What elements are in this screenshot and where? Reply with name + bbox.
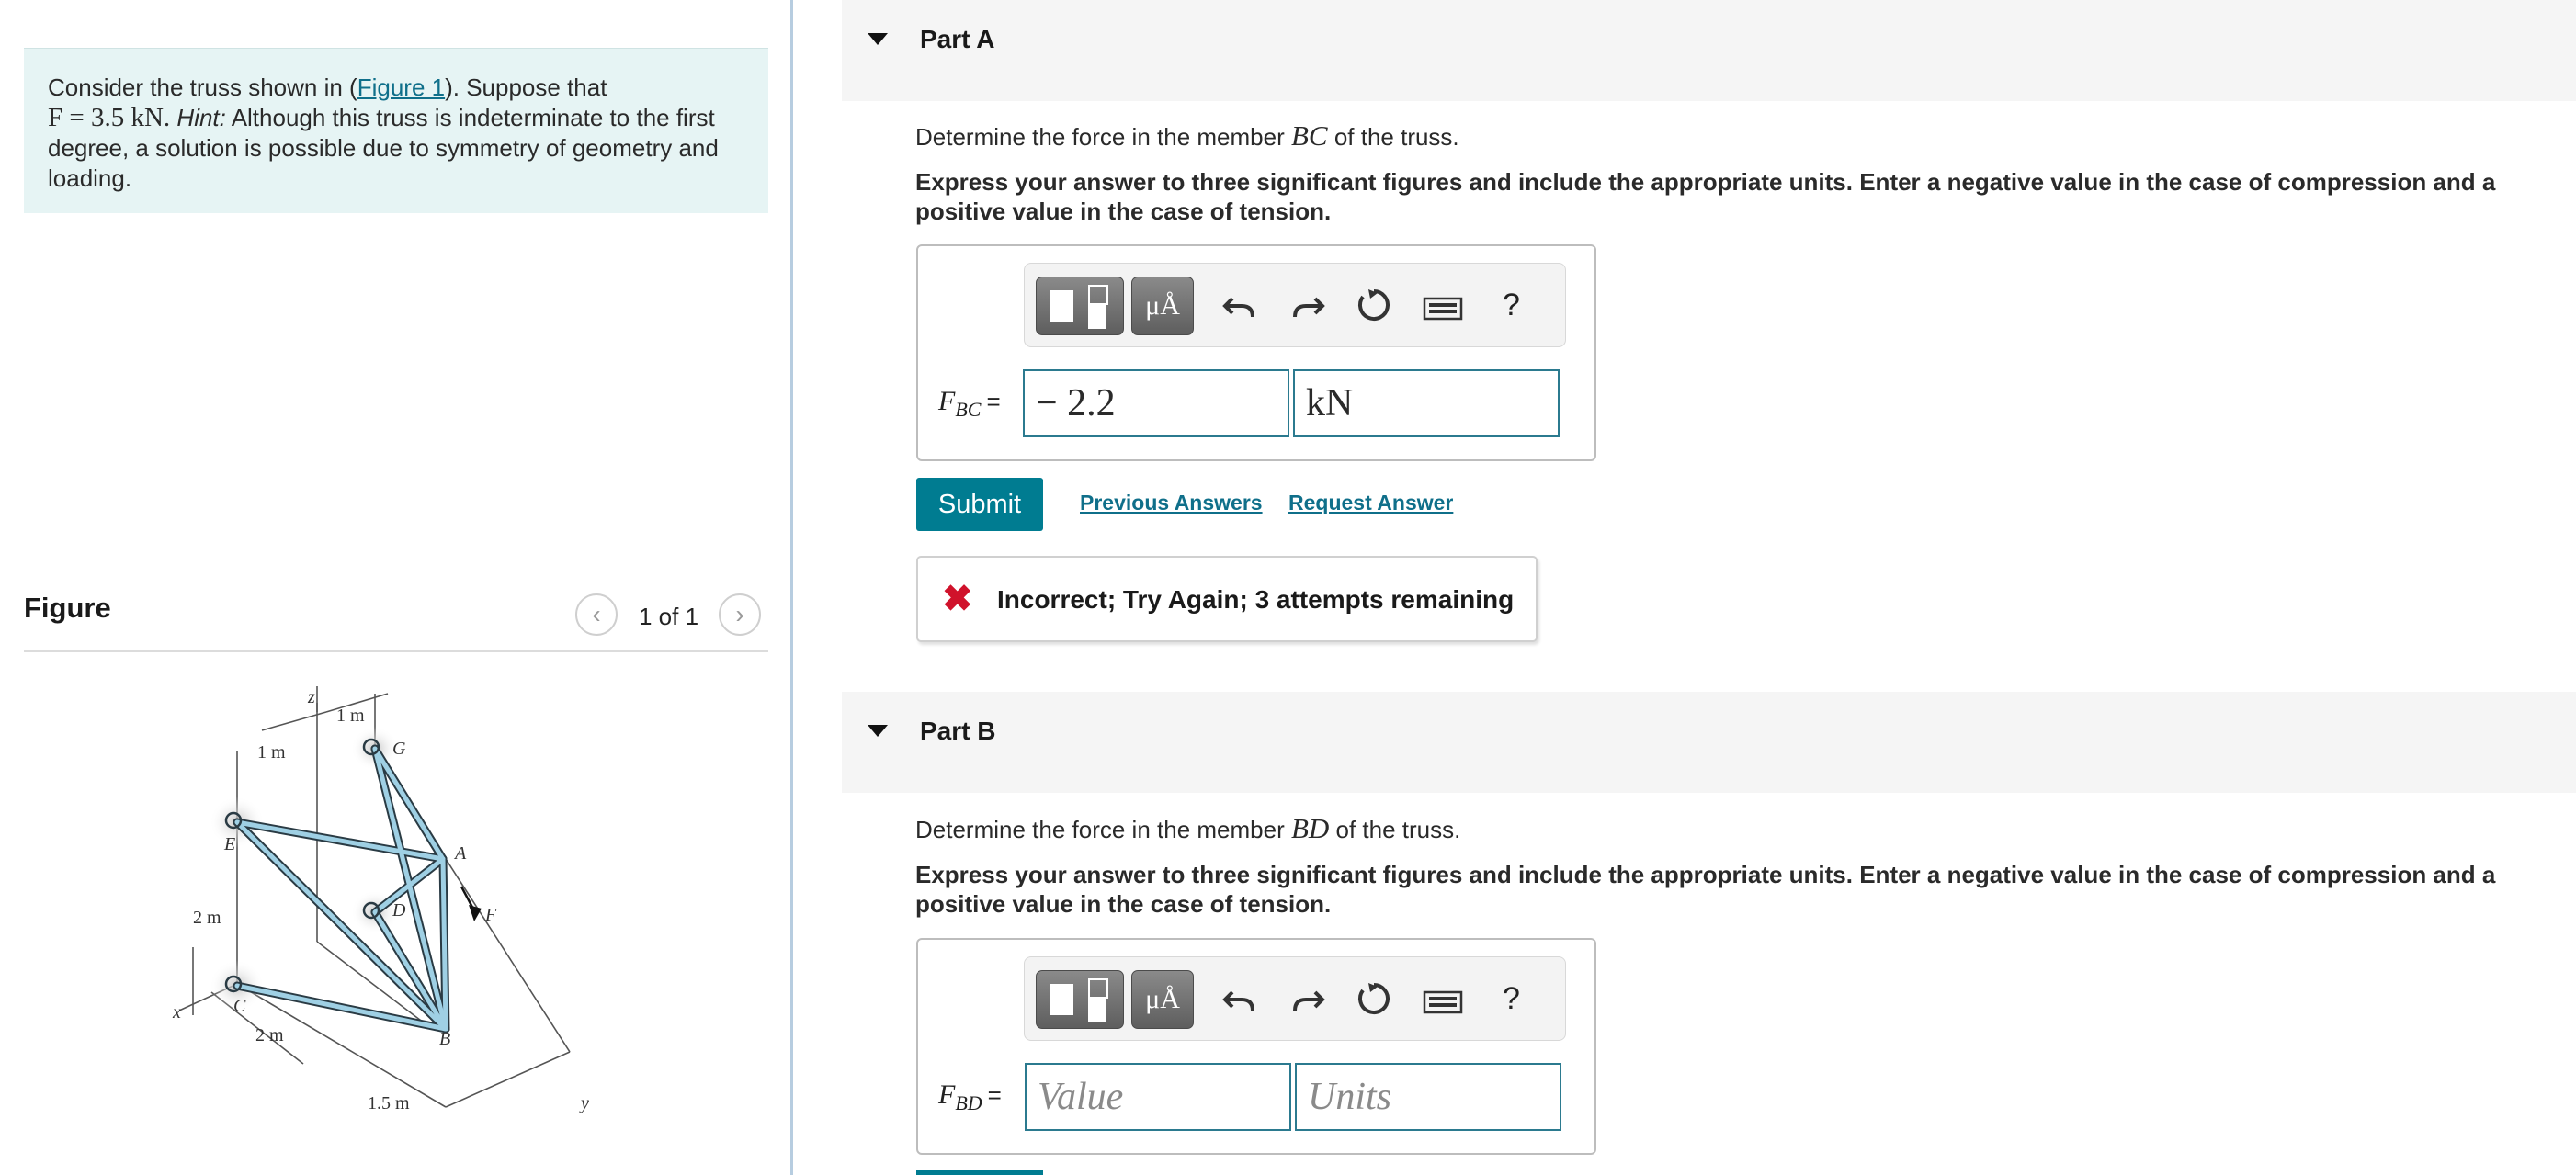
problem-pane bbox=[0, 0, 790, 1175]
value-input[interactable]: − 2.2 bbox=[1023, 369, 1289, 437]
feedback-box bbox=[916, 556, 1538, 642]
part-a-title: Part A bbox=[920, 25, 995, 53]
truss-members bbox=[237, 749, 446, 1029]
part-a-instructions: Express your answer to three significant figures and include the appropriate units. Enter a negative value in the case of compression and a positive value in the case of tension. bbox=[915, 168, 2496, 225]
label-C: C bbox=[233, 996, 246, 1016]
answer-variable bbox=[938, 1079, 1002, 1115]
label-G: G bbox=[392, 739, 406, 759]
var-subscript: BD bbox=[955, 1091, 982, 1114]
dim-1m-left: 1 m bbox=[257, 742, 286, 763]
templates-button[interactable] bbox=[1036, 970, 1124, 1029]
hint-label: Hint: bbox=[176, 104, 226, 131]
chevron-left-icon: ‹ bbox=[592, 600, 601, 628]
dim-2m-bottom: 2 m bbox=[255, 1025, 284, 1045]
question-text: Determine the force in the member bbox=[915, 123, 1291, 151]
redo-icon[interactable] bbox=[1288, 979, 1328, 1020]
problem-statement bbox=[24, 48, 768, 213]
part-b-question bbox=[915, 812, 1460, 845]
units-input[interactable]: kN bbox=[1293, 369, 1560, 437]
label-y: y bbox=[581, 1093, 589, 1113]
redo-icon[interactable] bbox=[1288, 286, 1328, 326]
help-button[interactable]: ? bbox=[1503, 288, 1520, 322]
label-F: F bbox=[485, 905, 497, 925]
label-z: z bbox=[308, 687, 315, 707]
figure-title: Figure bbox=[24, 592, 111, 624]
var-symbol: F bbox=[938, 1079, 956, 1110]
keyboard-icon[interactable] bbox=[1422, 979, 1464, 1020]
math-toolbar bbox=[1024, 263, 1566, 347]
reset-icon[interactable] bbox=[1354, 286, 1394, 326]
label-B: B bbox=[439, 1029, 451, 1049]
figure-link[interactable]: Figure 1 bbox=[357, 73, 446, 101]
label-D: D bbox=[392, 900, 406, 921]
support-pins bbox=[226, 740, 379, 991]
label-E: E bbox=[224, 834, 236, 854]
member-name: BD bbox=[1290, 812, 1330, 844]
math-toolbar bbox=[1024, 956, 1566, 1041]
feedback-text: Incorrect; Try Again; 3 attempts remaining bbox=[997, 585, 1515, 614]
request-answer-link[interactable]: Request Answer bbox=[1288, 491, 1454, 514]
answer-pane bbox=[842, 0, 2576, 1175]
part-a-header[interactable] bbox=[842, 0, 2576, 101]
submit-button[interactable]: Submit bbox=[916, 478, 1043, 531]
support-shadows bbox=[210, 727, 399, 1011]
label-A: A bbox=[455, 843, 467, 864]
question-text: Determine the force in the member bbox=[915, 816, 1291, 843]
units-input[interactable]: Units bbox=[1295, 1063, 1561, 1131]
undo-icon[interactable] bbox=[1220, 286, 1260, 326]
dim-2m-left: 2 m bbox=[193, 908, 221, 928]
problem-intro: Consider the truss shown in ( bbox=[48, 73, 357, 101]
dim-1m-top: 1 m bbox=[336, 706, 365, 726]
part-b-instructions: Express your answer to three significant figures and include the appropriate units. Enter a negative value in the case of compression and a positive value in the case of tension. bbox=[915, 861, 2496, 918]
help-button[interactable]: ? bbox=[1503, 981, 1520, 1016]
part-b-title: Part B bbox=[920, 717, 996, 745]
keyboard-icon[interactable] bbox=[1422, 286, 1464, 326]
equals-sign: = bbox=[987, 1081, 1002, 1109]
part-a-answer-box bbox=[916, 244, 1596, 461]
part-b-submit-button[interactable] bbox=[916, 1170, 1043, 1175]
question-text-end: of the truss. bbox=[1329, 816, 1461, 843]
var-subscript: BC bbox=[955, 398, 982, 421]
undo-icon[interactable] bbox=[1220, 979, 1260, 1020]
units-button[interactable]: μÅ bbox=[1131, 277, 1194, 335]
units-button[interactable]: μÅ bbox=[1131, 970, 1194, 1029]
var-symbol: F bbox=[938, 386, 956, 416]
figure-next-button[interactable] bbox=[719, 593, 761, 636]
label-x: x bbox=[173, 1002, 181, 1022]
equals-sign: = bbox=[986, 388, 1001, 415]
part-b-answer-box bbox=[916, 938, 1596, 1155]
templates-button[interactable] bbox=[1036, 277, 1124, 335]
part-b-header[interactable] bbox=[842, 692, 2576, 793]
chevron-right-icon: › bbox=[735, 600, 744, 628]
caret-down-icon[interactable] bbox=[868, 725, 888, 737]
load-arrow bbox=[461, 887, 482, 921]
hint-text: Although this truss is indeterminate to the first degree, a solution is possible due to symmetry of geometry and loading. bbox=[48, 104, 719, 192]
figure-prev-button[interactable] bbox=[575, 593, 618, 636]
x-icon: ✖ bbox=[942, 579, 973, 619]
caret-down-icon[interactable] bbox=[868, 33, 888, 45]
value-input[interactable]: Value bbox=[1025, 1063, 1291, 1131]
figure-pager: 1 of 1 bbox=[639, 603, 699, 630]
figure-divider bbox=[24, 650, 768, 652]
problem-intro-after: ). Suppose that bbox=[445, 73, 607, 101]
answer-variable bbox=[938, 386, 1001, 422]
pane-divider bbox=[790, 0, 793, 1175]
part-a-question bbox=[915, 119, 1459, 153]
truss-figure bbox=[138, 675, 634, 1175]
question-text-end: of the truss. bbox=[1327, 123, 1459, 151]
member-name: BC bbox=[1290, 119, 1328, 152]
reset-icon[interactable] bbox=[1354, 979, 1394, 1020]
previous-answers-link[interactable]: Previous Answers bbox=[1080, 491, 1263, 514]
force-value: F = 3.5 kN. bbox=[48, 103, 171, 132]
dim-1-5m: 1.5 m bbox=[368, 1093, 410, 1113]
